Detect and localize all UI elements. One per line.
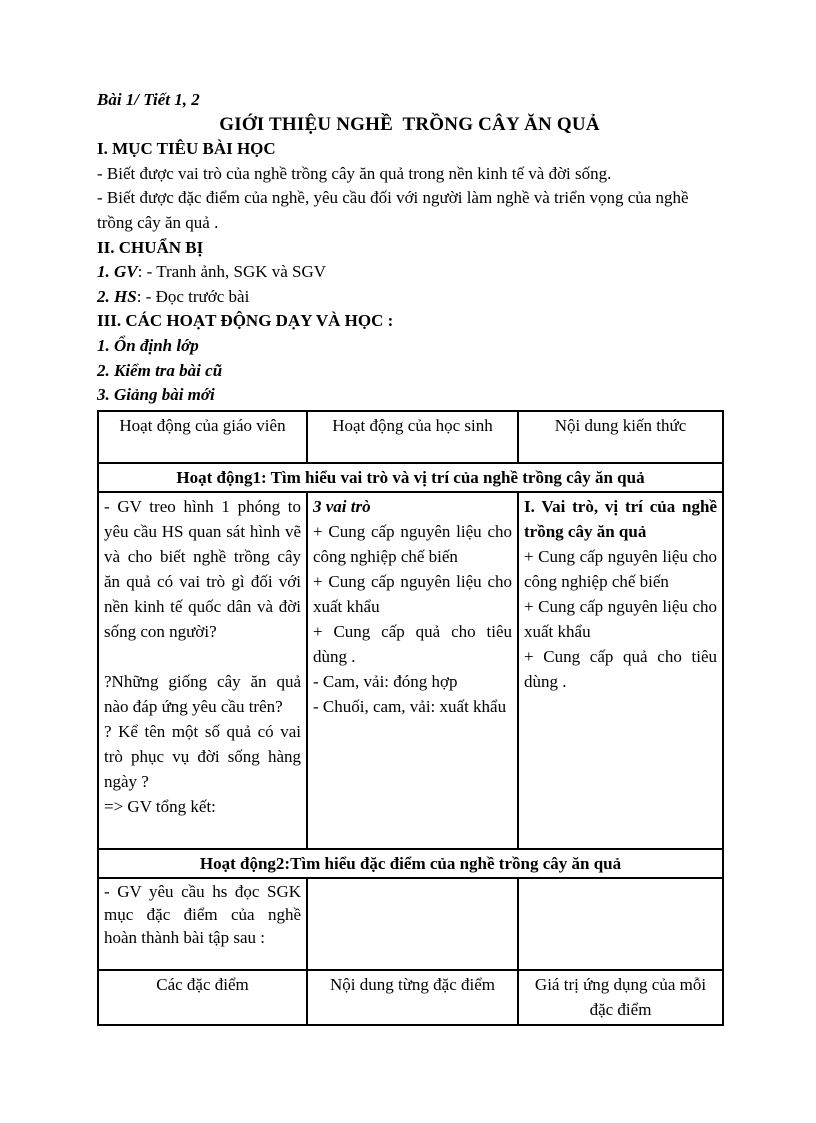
preparation-gv-text: : - Tranh ảnh, SGK và SGV [137,262,327,282]
subheader-content [307,970,518,1025]
activity2-title: Hoạt động2:Tìm hiểu đặc điểm của nghề trồng cây ăn quả [98,849,723,878]
header-teacher-activities [98,411,307,463]
teacher-question-1: ?Những giống cây ăn quả nào đáp ứng yêu cầu trên? [104,671,301,716]
subheader-value-label: Giá trị ứng dụng của mỗi đặc điểm [534,975,707,1019]
preparation-hs-text: : - Đọc trước bài [136,286,250,306]
document-title: GIỚI THIỆU NGHỀ TRỒNG CÂY ĂN QUẢ [219,113,600,135]
header-teacher-activities-label: Hoạt động của giáo viên [119,416,286,435]
preparation-item-gv [97,260,722,285]
activity-step-1: 1. Ổn định lớp [97,335,199,355]
empty-cell [518,878,723,970]
teacher-instruction: - GV yêu cầu hs đọc SGK mục đặc điểm của nghề hoàn thành bài tập sau : [104,882,301,947]
student-answer-intro: 3 vai trò [313,497,371,516]
student-answer-2: + Cung cấp nguyên liệu cho xuất khẩu [313,572,512,616]
subheader-value [518,970,723,1025]
preparation-hs-label: 2. HS [97,286,137,306]
activity2-content-row [98,878,723,970]
preparation-item-hs [97,285,722,310]
objectives-heading: I. MỤC TIÊU BÀI HỌC [97,139,276,159]
teacher-activity-cell [98,492,307,849]
table-header-row [98,411,723,463]
content-heading: I. Vai trò, vị trí của nghề trồng cây ăn quả [524,497,717,541]
header-knowledge-content: Nội dung kiến thức [518,411,723,463]
teacher-question-2: ? Kể tên một số quả có vai trò phục vụ đời sống hàng ngày ? [104,721,301,791]
activity-step-2: 2. Kiểm tra bài cũ [97,360,223,380]
teacher-instruction-cell [98,878,307,970]
teacher-paragraph-1: - GV treo hình 1 phóng to yêu cầu HS quan sát hình vẽ và cho biết nghề trồng cây ăn quả có vai trò gì đối với nền kinh tế quốc dân và đời sống con người? [104,497,301,641]
empty-cell [307,878,518,970]
content-point-1: + Cung cấp nguyên liệu cho công nghiệp chế biến [524,547,717,591]
lesson-plan-table [97,410,724,1026]
student-answer-3: + Cung cấp quả cho tiêu dùng . [313,622,512,666]
activities-heading: III. CÁC HOẠT ĐỘNG DẠY VÀ HỌC : [97,311,394,331]
sub-header-row [98,970,723,1025]
subheader-content-label: Nội dung từng đặc điểm [329,975,496,994]
objective-item-1: - Biết được vai trò của nghề trồng cây ăn quả trong nền kinh tế và đời sống. [97,163,612,183]
student-answer-1: + Cung cấp nguyên liệu cho công nghiệp chế biến [313,522,512,566]
preparation-gv-label: 1. GV [97,262,138,282]
content-point-3: + Cung cấp quả cho tiêu dùng . [524,647,717,691]
lesson-reference: Bài 1/ Tiết 1, 2 [97,90,200,109]
teacher-summary: => GV tổng kết: [104,796,216,816]
activity1-content-row [98,492,723,849]
content-point-2: + Cung cấp nguyên liệu cho xuất khẩu [524,597,717,641]
preparation-heading: II. CHUẨN BỊ [97,237,204,257]
header-student-activities: Hoạt động của học sinh [307,411,518,463]
student-example-1: - Cam, vải: đóng hợp [313,672,458,691]
document-header-block [97,88,722,408]
objective-item-2: - Biết được đặc điểm của nghề, yêu cầu đối với người làm nghề và triển vọng của nghề trồng cây ăn quả . [97,188,689,232]
activity1-title-row [98,463,723,492]
activity1-title: Hoạt động1: Tìm hiểu vai trò và vị trí của nghề trồng cây ăn quả [98,463,723,492]
activity2-title-row [98,849,723,878]
subheader-characteristics: Các đặc điểm [98,970,307,1025]
student-example-2: - Chuối, cam, vải: xuất khẩu [313,697,507,716]
activity-step-3: 3. Giảng bài mới [97,385,215,405]
blank-line [104,644,301,669]
knowledge-content-cell [518,492,723,849]
student-activity-cell [307,492,518,849]
